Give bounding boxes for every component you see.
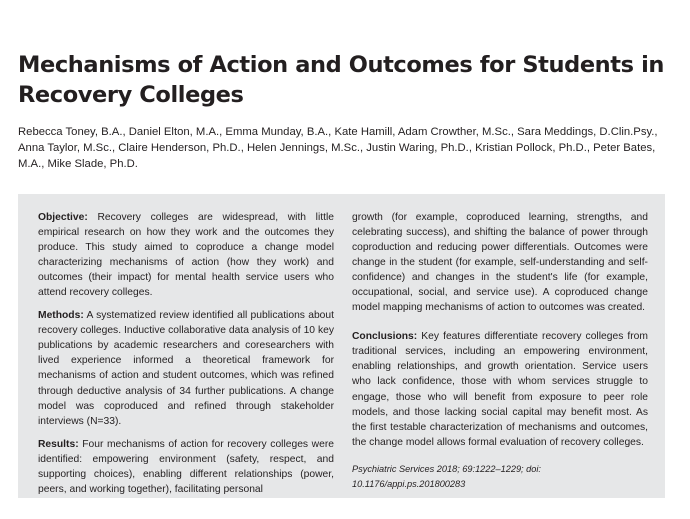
citation: Psychiatric Services 2018; 69:1222–1229; doi: 10.1176/appi.ps.201800283 <box>352 463 541 489</box>
conclusions-section <box>352 329 648 449</box>
results-section <box>38 437 334 497</box>
conclusions-text: Key features differentiate recovery colleges from traditional services, including an empowering environment, enabling relationships, and growth orientation. Service users who lack confidence, those with whom services struggle to engage, those who will benefit from exposure to peer role models, and those lacking social capital may benefit most. As the first testable characterization of mechanisms and outcomes, the change model allows formal evaluation of recovery colleges. <box>352 331 648 448</box>
results-continued <box>352 210 648 315</box>
abstract-right-column <box>352 210 648 500</box>
objective-label: Objective: <box>38 212 88 223</box>
conclusions-label: Conclusions: <box>352 331 418 343</box>
results-text-part1: Four mechanisms of action for recovery colleges were identified: empowering environment (safety, respect, and supporting choices), enabling different relationships (power, peers, and working together), facilitating personal <box>38 438 334 495</box>
results-text-part2: growth (for example, coproduced learning, strengths, and celebrating success), and shifting the balance of power through coproduction and reducing power differentials. Outcomes were change in the student (for example, self-understanding and self-confidence) and changes in the student's life (for example, occupational, social, and service use). A coproduced change model mapping mechanisms of action to outcomes was created. <box>352 212 648 314</box>
methods-section <box>38 308 334 428</box>
methods-text: A systematized review identified all publications about recovery colleges. Inductive collaborative data analysis of 10 key publications by academic researchers and coresearchers with lived experience informed a theoretical framework for mechanisms of action and student outcomes, which was refined through deductive analysis of 34 further publications. A change model was coproduced and refined through stakeholder interviews (N=33). <box>38 310 334 427</box>
author-list: Rebecca Toney, B.A., Daniel Elton, M.A., Emma Munday, B.A., Kate Hamill, Adam Crowther, M.Sc., Sara Meddings, D.Clin.Psy., Anna Taylor, M.Sc., Claire Henderson, Ph.D., Helen Jennings, M.Sc., Justin Waring, Ph.D., Kristian Pollock, Ph.D., Peter Bates, M.A., Mike Slade, Ph.D. <box>18 126 658 170</box>
abstract-box <box>18 194 665 498</box>
objective-section <box>38 210 334 300</box>
methods-label: Methods: <box>38 310 84 322</box>
article-title: Mechanisms of Action and Outcomes for Students in Recovery Colleges <box>18 52 665 108</box>
abstract-left-column <box>38 210 334 505</box>
objective-text: Recovery colleges are widespread, with little empirical research on how they work and the outcomes they produce. This study aimed to coproduce a change model characterizing mechanisms of action (how they work) and outcomes (their impact) for mental health service users who attend recovery colleges. <box>38 212 334 299</box>
results-label: Results: <box>38 438 79 450</box>
